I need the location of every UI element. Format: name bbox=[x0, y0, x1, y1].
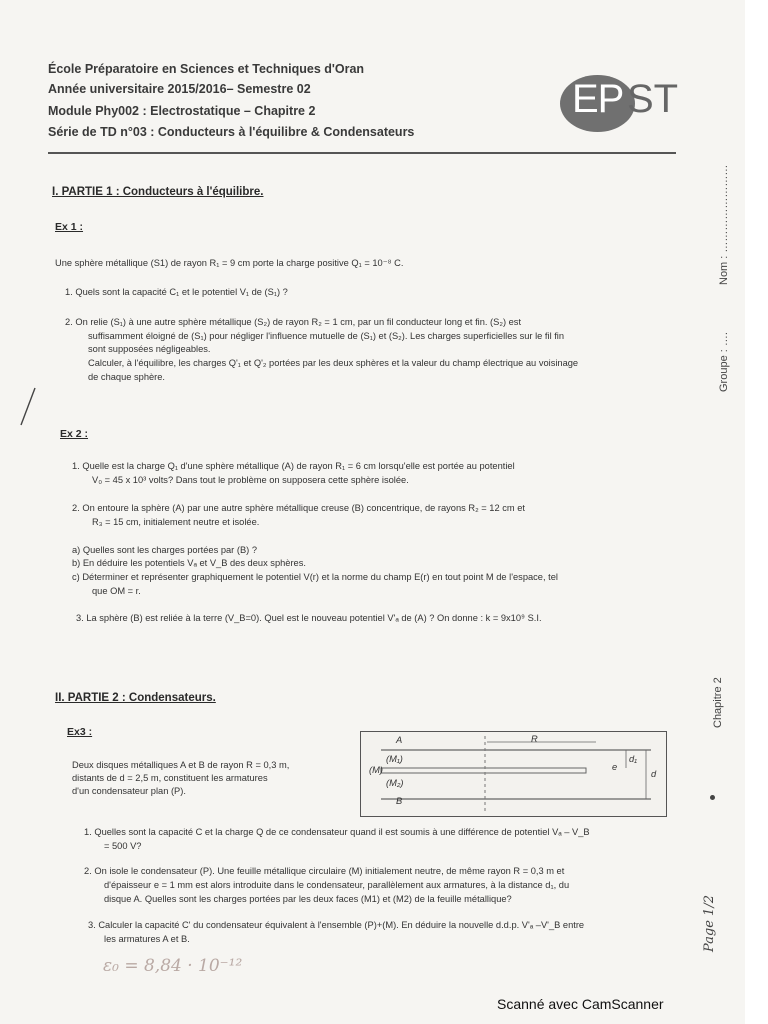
ex2-qc-line2: que OM = r. bbox=[92, 586, 141, 596]
ex1-q2-line1: 2. On relie (S₁) à une autre sphère métallique (S₂) de rayon R₂ = 1 cm, par un fil conducteur long et fin. (S₂) est bbox=[65, 317, 522, 327]
module-title: Module Phy002 : Electrostatique – Chapitre 2 bbox=[48, 104, 316, 118]
capacitor-diagram-svg bbox=[361, 732, 666, 816]
ex3-q2-line1: 2. On isole le condensateur (P). Une feuille métallique circulaire (M) initialement neutre, de même rayon R = 0,3 m et bbox=[84, 866, 565, 876]
label-r: R bbox=[531, 734, 538, 744]
ex3-q2-line3: disque A. Quelles sont les charges portées par les deux faces (M1) et (M2) de la feuille métallique? bbox=[104, 894, 512, 904]
ex3-intro-line1: Deux disques métalliques A et B de rayon R = 0,3 m, bbox=[72, 760, 290, 770]
ex3-intro-line3: d'un condensateur plan (P). bbox=[72, 786, 186, 796]
school-name: École Préparatoire en Sciences et Techniques d'Oran bbox=[48, 62, 365, 76]
ex3-q3-line2: les armatures A et B. bbox=[104, 934, 190, 944]
ex2-q2-line1: 2. On entoure la sphère (A) par une autre sphère métallique creuse (B) concentrique, de rayons R₂ = 12 cm et bbox=[72, 503, 525, 513]
ex3-label: Ex3 : bbox=[67, 726, 93, 738]
nom-field: Nom : …………………… bbox=[718, 164, 730, 285]
ex3-intro-line2: distants de d = 2,5 m, constituent les armatures bbox=[72, 773, 268, 783]
bullet-dot bbox=[710, 795, 715, 800]
ex2-q1-line2: V₀ = 45 x 10³ volts? Dans tout le problème on supposera cette sphère isolée. bbox=[92, 475, 409, 485]
label-a: A bbox=[396, 735, 403, 745]
ex1-q2-line2: suffisamment éloigné de (S₁) pour négliger l'influence mutuelle de (S₁) et (S₂). Les charges superficielles sur le fil fin bbox=[88, 331, 565, 341]
chapter-label: Chapitre 2 bbox=[712, 677, 724, 728]
ex2-qc-line1: c) Déterminer et représenter graphiquement le potentiel V(r) et la norme du champ E(r) en tout point M de l'espace, tel bbox=[72, 572, 558, 582]
ex2-q1-line1: 1. Quelle est la charge Q₁ d'une sphère métallique (A) de rayon R₁ = 6 cm lorsqu'elle est portée au potentiel bbox=[72, 461, 515, 471]
ex1-q2-line4: Calculer, à l'équilibre, les charges Q'₁ et Q'₂ portées par les deux sphères et la valeur du champ électrique au voisinage bbox=[88, 358, 579, 368]
part2-title: II. PARTIE 2 : Condensateurs. bbox=[55, 692, 216, 704]
camscanner-footer: Scanné avec CamScanner bbox=[497, 996, 664, 1012]
metal-sheet-m bbox=[381, 768, 586, 773]
ex3-q3-line1: 3. Calculer la capacité C' du condensateur équivalent à l'ensemble (P)+(M). En déduire la nouvelle d.d.p. V'ₐ –V'_B entre bbox=[88, 920, 585, 930]
ex1-q2-line3: sont supposées négligeables. bbox=[88, 344, 211, 354]
ex3-q1-line1: 1. Quelles sont la capacité C et la charge Q de ce condensateur quand il est soumis à une différence de potentiel Vₐ – V_B bbox=[84, 827, 590, 837]
ex1-q1: 1. Quels sont la capacité C₁ et le potentiel V₁ de (S₁) ? bbox=[65, 287, 288, 297]
ex1-intro: Une sphère métallique (S1) de rayon R₁ = 9 cm porte la charge positive Q₁ = 10⁻⁸ C. bbox=[55, 258, 404, 268]
logo-text-st: ST bbox=[627, 77, 679, 121]
capacitor-diagram bbox=[360, 731, 667, 817]
part1-title: I. PARTIE 1 : Conducteurs à l'équilibre. bbox=[52, 186, 264, 198]
page-number: Page 1/2 bbox=[702, 895, 717, 952]
label-d: d bbox=[651, 769, 657, 779]
scan-margin bbox=[745, 0, 768, 1024]
ex1-q2-line5: de chaque sphère. bbox=[88, 372, 166, 382]
label-e: e bbox=[612, 762, 618, 772]
groupe-field: Groupe : …. bbox=[718, 332, 730, 392]
academic-year: Année universitaire 2015/2016– Semestre 02 bbox=[48, 82, 311, 96]
pen-mark bbox=[15, 385, 40, 430]
logo-text: EP bbox=[572, 77, 624, 121]
ex3-q1-line2: = 500 V? bbox=[104, 841, 142, 851]
label-m2: (M₂) bbox=[386, 778, 404, 788]
label-d1: d₁ bbox=[629, 754, 638, 764]
label-m: (M) bbox=[369, 765, 383, 775]
ex3-q2-line2: d'épaisseur e = 1 mm est alors introduite dans le condensateur, parallèlement aux armatures, à la distance d₁, du bbox=[104, 880, 570, 890]
ex2-q3: 3. La sphère (B) est reliée à la terre (V_B=0). Quel est le nouveau potentiel V'ₐ de (A) ? On donne : k = 9x10⁹ S.I. bbox=[76, 613, 542, 623]
ex2-label: Ex 2 : bbox=[60, 428, 89, 440]
header-divider bbox=[48, 152, 676, 154]
ex1-label: Ex 1 : bbox=[55, 221, 84, 233]
ex2-qb: b) En déduire les potentiels Vₐ et V_B des deux sphères. bbox=[72, 558, 306, 568]
ex2-qa: a) Quelles sont les charges portées par (B) ? bbox=[72, 545, 257, 555]
label-b: B bbox=[396, 796, 403, 806]
handwritten-note: ε₀ = 8,84 · 10⁻¹² bbox=[103, 956, 243, 976]
ex2-q2-line2: R₃ = 15 cm, initialement neutre et isolée. bbox=[92, 517, 260, 527]
label-m1: (M₁) bbox=[386, 754, 403, 764]
series-title: Série de TD n°03 : Conducteurs à l'équilibre & Condensateurs bbox=[48, 125, 415, 139]
